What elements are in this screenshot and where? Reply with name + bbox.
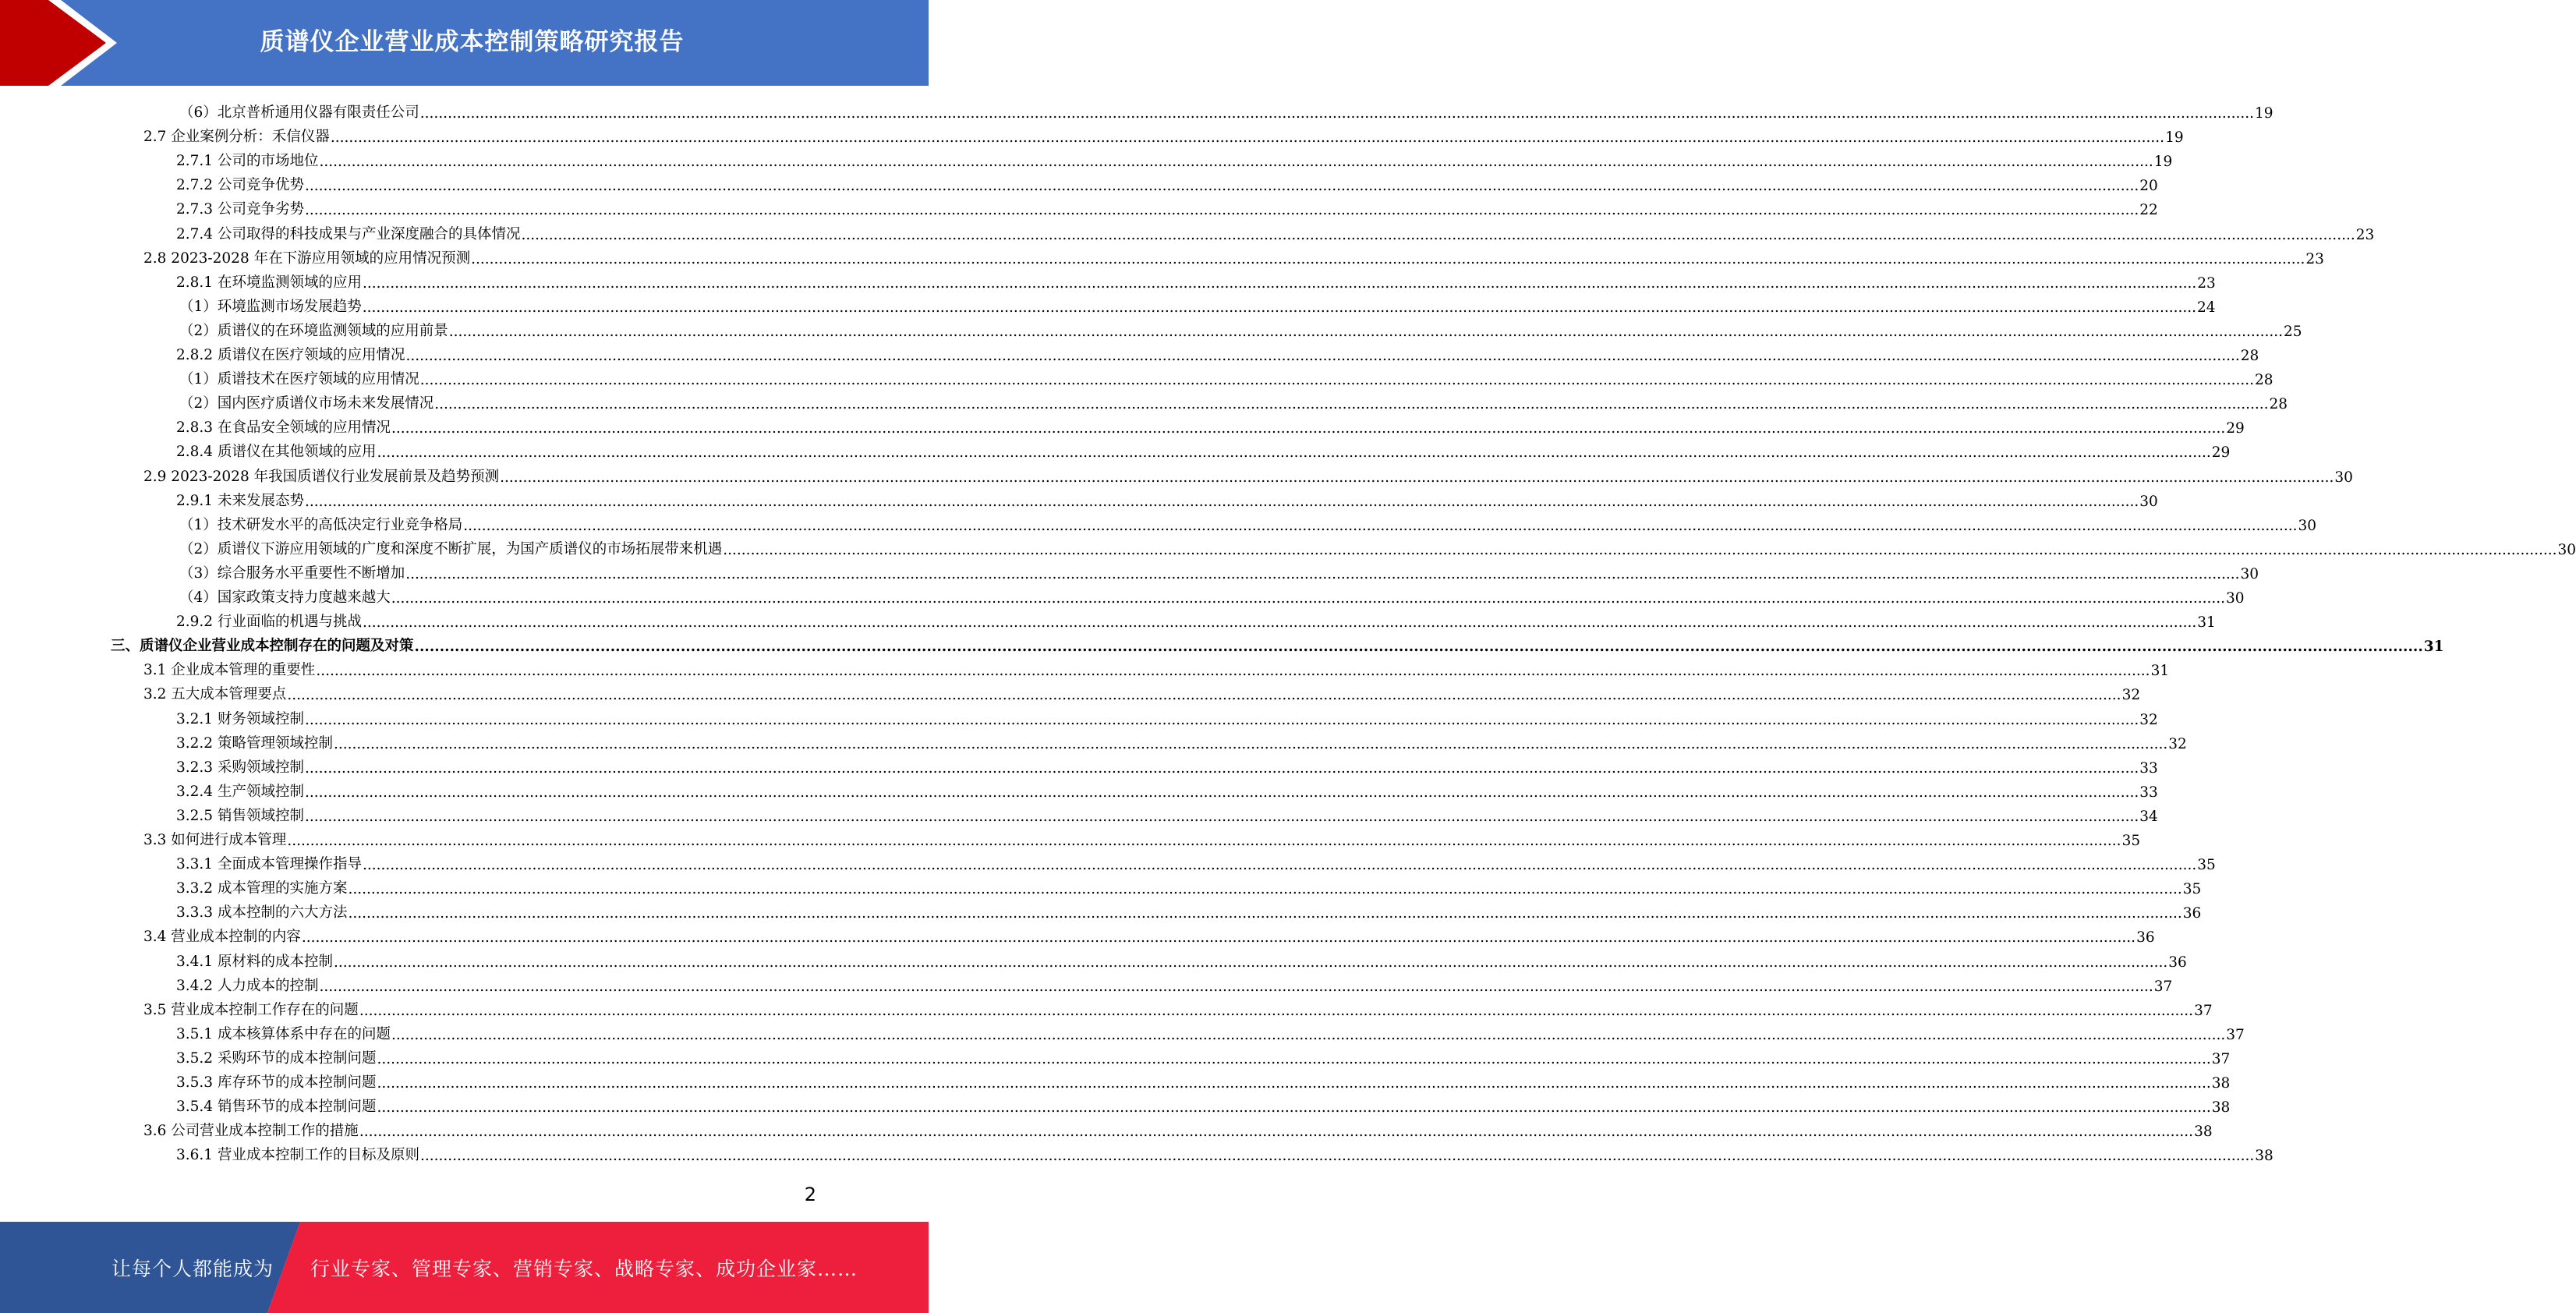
toc-entry[interactable] [176,1092,2231,1117]
toc-entry[interactable] [176,897,2202,922]
toc-leader-dots: ................................................................................................................................................................................................................................................................................................................................................................................................................ [414,639,2423,656]
toc-leader-dots: ................................................................................................................................................................................................................................................................................................................................................................................................................ [304,493,2139,510]
toc-leader-dots: ................................................................................................................................................................................................................................................................................................................................................................................................................ [362,614,2197,632]
toc-leader-dots: ................................................................................................................................................................................................................................................................................................................................................................................................................ [448,323,2284,340]
toc-entry[interactable] [179,582,2245,607]
toc-leader-dots: ................................................................................................................................................................................................................................................................................................................................................................................................................ [316,663,2150,680]
toc-leader-dots: ................................................................................................................................................................................................................................................................................................................................................................................................................ [304,178,2139,195]
toc-entry-title: 3.2 五大成本管理要点 [143,686,287,703]
toc-entry-page: 23 [2305,250,2324,267]
toc-entry-title: 3.4 营业成本控制的内容 [143,929,301,946]
toc-entry-page: 28 [2240,348,2259,364]
toc-entry-title: 2.8.1 在环境监测领域的应用 [176,274,362,291]
toc-entry-page: 29 [2211,444,2231,462]
toc-entry[interactable] [176,267,2216,292]
toc-entry-page: 30 [2139,493,2158,510]
toc-entry-page: 29 [2226,420,2245,437]
toc-entry[interactable] [176,607,2216,632]
toc-entry-title: 3.2.2 策略管理领域控制 [176,734,333,752]
toc-leader-dots: ................................................................................................................................................................................................................................................................................................................................................................................................................ [304,202,2139,219]
toc-entry-page: 32 [2121,687,2141,704]
toc-entry-title: 2.9.2 行业面临的机遇与挑战 [176,614,362,631]
toc-entry-page: 19 [2153,154,2173,171]
toc-entry[interactable] [176,752,2158,777]
toc-entry-title: （2）质谱仪的在环境监测领域的应用前景 [179,322,448,339]
toc-entry[interactable] [176,849,2216,874]
toc-leader-dots: ................................................................................................................................................................................................................................................................................................................................................................................................................ [301,929,2136,947]
toc-entry-page: 36 [2136,929,2155,947]
toc-leader-dots: ................................................................................................................................................................................................................................................................................................................................................................................................................ [377,1050,2211,1067]
toc-entry-page: 28 [2255,372,2273,389]
toc-entry-title: 2.8.2 质谱仪在医疗领域的应用情况 [176,347,405,363]
toc-entry-page: 37 [2153,978,2173,995]
toc-entry-page: 30 [2334,469,2353,486]
toc-leader-dots: ................................................................................................................................................................................................................................................................................................................................................................................................................ [319,154,2153,171]
toc-entry[interactable] [176,219,2375,243]
toc-entry-title: 3.4.1 原材料的成本控制 [176,953,333,970]
toc-entry-page: 36 [2182,905,2202,922]
toc-entry-title: （6）北京普析通用仪器有限责任公司 [179,104,419,121]
toc-entry-page: 24 [2197,299,2216,316]
toc-entry-page: 36 [2168,954,2187,971]
page-footer [0,1222,929,1313]
toc-leader-dots: ................................................................................................................................................................................................................................................................................................................................................................................................................ [330,129,2165,147]
toc-leader-dots: ................................................................................................................................................................................................................................................................................................................................................................................................................ [405,565,2240,582]
toc-entry[interactable] [176,486,2158,510]
toc-entry-page: 38 [2194,1124,2213,1141]
toc-leader-dots: ................................................................................................................................................................................................................................................................................................................................................................................................................ [463,517,2298,534]
toc-entry-page: 22 [2139,202,2158,219]
toc-entry[interactable] [176,777,2158,801]
toc-entry-page: 35 [2121,833,2141,849]
toc-entry[interactable] [179,97,2273,122]
toc-entry-page: 37 [2226,1026,2245,1043]
toc-entry[interactable] [179,316,2302,340]
toc-entry[interactable] [179,388,2288,413]
toc-entry-title: （2）国内医疗质谱仪市场未来发展情况 [179,395,434,412]
toc-entry-page: 37 [2211,1050,2231,1067]
toc-leader-dots: ................................................................................................................................................................................................................................................................................................................................................................................................................ [304,808,2139,825]
toc-entry[interactable] [176,947,2187,971]
toc-entry[interactable] [179,292,2216,316]
toc-entry-title: 三、质谱仪企业营业成本控制存在的问题及对策 [111,638,414,655]
toc-entry-title: 3.3.2 成本管理的实施方案 [176,880,348,897]
toc-entry[interactable] [143,995,2213,1019]
toc-entry[interactable] [176,146,2173,171]
toc-entry-page: 19 [2255,105,2273,122]
toc-entry-title: 3.2.4 生产领域控制 [176,783,304,800]
toc-entry-title: 2.9.1 未来发展态势 [176,492,304,509]
toc-entry-page: 33 [2139,784,2158,801]
toc-entry[interactable] [143,462,2353,486]
toc-leader-dots: ................................................................................................................................................................................................................................................................................................................................................................................................................ [333,954,2168,971]
toc-leader-dots: ................................................................................................................................................................................................................................................................................................................................................................................................................ [377,1075,2211,1092]
toc-entry-title: 3.6 公司营业成本控制工作的措施 [143,1123,359,1140]
toc-entry[interactable] [143,122,2184,147]
toc-entry-title: 2.8.4 质谱仪在其他领域的应用 [176,444,377,461]
toc-entry[interactable] [179,558,2259,582]
toc-entry-page: 31 [2423,639,2444,656]
toc-entry-page: 30 [2226,590,2245,607]
toc-entry-title: 2.7.3 公司竞争劣势 [176,201,304,218]
toc-entry[interactable] [176,437,2231,462]
toc-leader-dots: ................................................................................................................................................................................................................................................................................................................................................................................................................ [304,759,2139,777]
report-title: 质谱仪企业营业成本控制策略研究报告 [260,27,685,56]
toc-entry-page: 31 [2197,614,2216,632]
toc-leader-dots: ................................................................................................................................................................................................................................................................................................................................................................................................................ [391,420,2226,437]
toc-leader-dots: ................................................................................................................................................................................................................................................................................................................................................................................................................ [377,444,2211,462]
toc-entry[interactable] [143,825,2141,849]
toc-entry-title: 3.6.1 营业成本控制工作的目标及原则 [176,1147,419,1164]
toc-leader-dots: ................................................................................................................................................................................................................................................................................................................................................................................................................ [287,687,2121,704]
toc-entry-title: 2.7 企业案例分析：禾信仪器 [143,129,330,146]
toc-leader-dots: ................................................................................................................................................................................................................................................................................................................................................................................................................ [319,978,2153,995]
toc-leader-dots: ................................................................................................................................................................................................................................................................................................................................................................................................................ [471,250,2305,267]
toc-leader-dots: ................................................................................................................................................................................................................................................................................................................................................................................................................ [419,105,2255,122]
toc-leader-dots: ................................................................................................................................................................................................................................................................................................................................................................................................................ [362,299,2197,316]
toc-entry[interactable] [176,412,2245,437]
toc-entry[interactable] [179,510,2317,534]
toc-leader-dots: ................................................................................................................................................................................................................................................................................................................................................................................................................ [391,590,2226,607]
toc-entry[interactable] [176,873,2202,898]
toc-entry-title: 3.4.2 人力成本的控制 [176,977,319,994]
toc-entry-page: 33 [2139,759,2158,777]
toc-leader-dots: ................................................................................................................................................................................................................................................................................................................................................................................................................ [377,1099,2211,1117]
toc-entry[interactable] [179,534,2576,558]
toc-entry[interactable] [176,704,2158,728]
toc-entry-title: 2.8 2023-2028 年在下游应用领域的应用情况预测 [143,250,471,267]
toc-entry[interactable] [111,631,2444,656]
toc-entry-title: 3.3 如何进行成本管理 [143,832,287,848]
toc-entry[interactable] [176,971,2173,995]
toc-entry[interactable] [143,1116,2213,1141]
toc-entry-page: 30 [2557,541,2576,558]
toc-leader-dots: ................................................................................................................................................................................................................................................................................................................................................................................................................ [362,857,2197,874]
toc-entry[interactable] [176,170,2158,195]
toc-leader-dots: ................................................................................................................................................................................................................................................................................................................................................................................................................ [391,1026,2226,1043]
toc-entry-title: 3.2.5 销售领域控制 [176,807,304,824]
toc-entry-page: 34 [2139,808,2158,825]
toc-leader-dots: ................................................................................................................................................................................................................................................................................................................................................................................................................ [362,274,2197,292]
toc-entry-page: 25 [2284,323,2302,340]
toc-entry[interactable] [176,1043,2231,1067]
toc-entry-page: 32 [2168,735,2187,752]
toc-entry-title: （4）国家政策支持力度越来越大 [179,589,391,606]
toc-leader-dots: ................................................................................................................................................................................................................................................................................................................................................................................................................ [333,735,2168,752]
toc-entry-page: 30 [2240,565,2259,582]
toc-entry[interactable] [176,340,2259,364]
toc-entry-title: 3.3.3 成本控制的六大方法 [176,904,348,922]
page-header [0,0,929,86]
toc-leader-dots: ................................................................................................................................................................................................................................................................................................................................................................................................................ [405,348,2240,364]
toc-entry[interactable] [176,728,2187,752]
toc-entry-title: （1）技术研发水平的高低决定行业竞争格局 [179,516,463,533]
toc-leader-dots: ................................................................................................................................................................................................................................................................................................................................................................................................................ [348,905,2182,922]
toc-leader-dots: ................................................................................................................................................................................................................................................................................................................................................................................................................ [500,469,2334,486]
toc-entry-title: （2）质谱仪下游应用领域的广度和深度不断扩展，为国产质谱仪的市场拓展带来机遇 [179,540,723,557]
footer-slogan-right: 行业专家、管理专家、营销专家、战略专家、成功企业家…… [310,1257,858,1280]
toc-leader-dots: ................................................................................................................................................................................................................................................................................................................................................................................................................ [348,881,2182,898]
toc-entry-page: 38 [2211,1075,2231,1092]
toc-entry-page: 35 [2197,857,2216,874]
toc-entry-title: 3.5 营业成本控制工作存在的问题 [143,1001,359,1018]
toc-leader-dots: ................................................................................................................................................................................................................................................................................................................................................................................................................ [434,396,2269,413]
toc-entry-title: 3.1 企业成本管理的重要性 [143,662,316,679]
toc-leader-dots: ................................................................................................................................................................................................................................................................................................................................................................................................................ [419,372,2255,389]
toc-entry-title: 3.5.2 采购环节的成本控制问题 [176,1049,377,1067]
toc-entry-title: 3.5.1 成本核算体系中存在的问题 [176,1025,391,1042]
toc-entry[interactable] [176,801,2158,825]
toc-entry[interactable] [176,1019,2245,1043]
toc-entry[interactable] [143,655,2170,680]
toc-entry-page: 31 [2150,663,2170,680]
toc-entry-page: 38 [2211,1099,2231,1117]
toc-leader-dots: ................................................................................................................................................................................................................................................................................................................................................................................................................ [359,1002,2194,1019]
toc-entry-title: 2.8.3 在食品安全领域的应用情况 [176,419,391,437]
footer-slogan-left: 让每个人都能成为 [111,1257,274,1280]
toc-entry[interactable] [176,1140,2273,1165]
toc-entry-title: 2.7.2 公司竞争优势 [176,177,304,194]
toc-entry[interactable] [179,364,2273,389]
toc-leader-dots: ................................................................................................................................................................................................................................................................................................................................................................................................................ [723,541,2557,558]
toc-entry-page: 32 [2139,711,2158,728]
toc-entry-title: 2.7.4 公司取得的科技成果与产业深度融合的具体情况 [176,225,521,242]
toc-entry[interactable] [143,922,2155,947]
toc-leader-dots: ................................................................................................................................................................................................................................................................................................................................................................................................................ [287,833,2121,849]
toc-entry-title: 3.5.3 库存环节的成本控制问题 [176,1074,377,1091]
toc-entry-page: 35 [2182,881,2202,898]
toc-entry-page: 20 [2139,178,2158,195]
toc-entry-title: 3.2.3 采购领域控制 [176,759,304,776]
toc-entry-title: 2.9 2023-2028 年我国质谱仪行业发展前景及趋势预测 [143,468,500,485]
toc-entry-title: （1）环境监测市场发展趋势 [179,298,362,315]
toc-entry[interactable] [176,1067,2231,1092]
toc-entry-title: （3）综合服务水平重要性不断增加 [179,564,405,582]
toc-entry-page: 38 [2255,1148,2273,1165]
toc-entry[interactable] [176,194,2158,219]
toc-leader-dots: ................................................................................................................................................................................................................................................................................................................................................................................................................ [359,1124,2194,1141]
toc-leader-dots: ................................................................................................................................................................................................................................................................................................................................................................................................................ [521,226,2355,243]
toc-entry-title: 3.3.1 全面成本管理操作指导 [176,856,362,873]
toc-leader-dots: ................................................................................................................................................................................................................................................................................................................................................................................................................ [304,711,2139,728]
toc-entry-title: 3.2.1 财务领域控制 [176,710,304,727]
toc-entry-page: 30 [2298,517,2317,534]
page-number: 2 [804,1184,816,1205]
toc-entry-page: 23 [2355,226,2375,243]
toc-leader-dots: ................................................................................................................................................................................................................................................................................................................................................................................................................ [304,784,2139,801]
toc-entry-title: （1）质谱技术在医疗领域的应用情况 [179,371,419,388]
toc-entry-page: 23 [2197,274,2216,292]
toc-entry-page: 28 [2269,396,2288,413]
toc-entry[interactable] [143,243,2324,267]
toc-entry-page: 37 [2194,1002,2213,1019]
toc-leader-dots: ................................................................................................................................................................................................................................................................................................................................................................................................................ [419,1148,2255,1165]
toc-entry-page: 19 [2165,129,2184,147]
toc-entry-title: 3.5.4 销售环节的成本控制问题 [176,1099,377,1116]
toc-entry-title: 2.7.1 公司的市场地位 [176,153,319,170]
toc-entry[interactable] [143,679,2141,704]
